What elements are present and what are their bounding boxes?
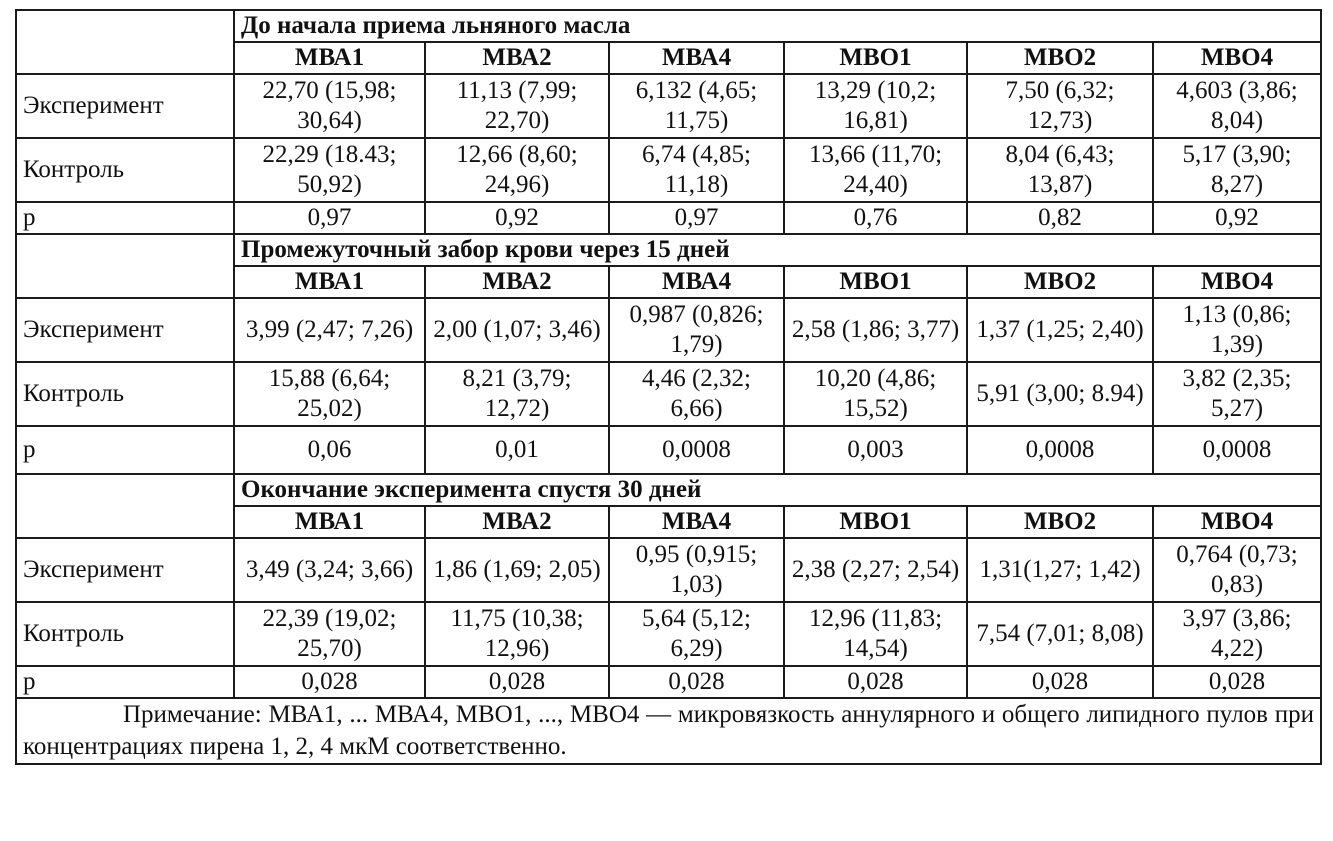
table-cell: 0,028	[967, 666, 1153, 698]
table-cell: 0,06	[234, 426, 425, 474]
column-header: МВО2	[967, 42, 1153, 74]
table-cell: 0,92	[425, 202, 609, 234]
column-header: МВО2	[967, 266, 1153, 298]
table-cell: 22,29 (18.43; 50,92)	[234, 138, 425, 202]
column-header: МВО2	[967, 506, 1153, 538]
column-header: МВО1	[784, 506, 967, 538]
table-cell: 10,20 (4,86; 15,52)	[784, 362, 967, 426]
table-cell: 0,0008	[609, 426, 784, 474]
column-header: МВА1	[234, 42, 425, 74]
row-label: Эксперимент	[16, 298, 234, 362]
table-cell: 22,39 (19,02; 25,70)	[234, 602, 425, 666]
note-row	[16, 698, 1321, 764]
table-cell: 1,13 (0,86; 1,39)	[1153, 298, 1321, 362]
row-label: Контроль	[16, 362, 234, 426]
section-title-row	[16, 234, 1321, 266]
table-cell: 2,38 (2,27; 2,54)	[784, 538, 967, 602]
table-cell: 6,74 (4,85; 11,18)	[609, 138, 784, 202]
table-cell: 1,31(1,27; 1,42)	[967, 538, 1153, 602]
table-cell: 0,0008	[967, 426, 1153, 474]
section-corner-cell	[16, 10, 234, 74]
table-cell: 0,01	[425, 426, 609, 474]
table-cell: 8,21 (3,79; 12,72)	[425, 362, 609, 426]
table-cell: 0,028	[609, 666, 784, 698]
row-label: Эксперимент	[16, 74, 234, 138]
row-label: Контроль	[16, 138, 234, 202]
section-title: Окончание эксперимента спустя 30 дней	[234, 474, 1321, 506]
table-cell: 0,97	[609, 202, 784, 234]
data-table	[15, 9, 1322, 765]
table-row	[16, 202, 1321, 234]
table-row	[16, 538, 1321, 602]
table-note: Примечание: МВА1, ... МВА4, МВО1, ..., МВО4 — микровязкость аннулярного и общего липидного пулов при концентрациях пирена 1, 2, 4 мкМ соответственно.	[16, 698, 1321, 764]
table-cell: 1,86 (1,69; 2,05)	[425, 538, 609, 602]
table-cell: 0,97	[234, 202, 425, 234]
table-row	[16, 74, 1321, 138]
table-cell: 2,58 (1,86; 3,77)	[784, 298, 967, 362]
table-cell: 5,91 (3,00; 8.94)	[967, 362, 1153, 426]
table-cell: 0,028	[784, 666, 967, 698]
section-corner-cell	[16, 234, 234, 298]
column-header: МВО4	[1153, 266, 1321, 298]
table-row	[16, 362, 1321, 426]
table-row	[16, 138, 1321, 202]
column-header: МВО4	[1153, 506, 1321, 538]
table-cell: 7,50 (6,32; 12,73)	[967, 74, 1153, 138]
table-cell: 3,82 (2,35; 5,27)	[1153, 362, 1321, 426]
table-cell: 0,028	[234, 666, 425, 698]
column-header: МВА4	[609, 506, 784, 538]
table-cell: 4,46 (2,32; 6,66)	[609, 362, 784, 426]
table-cell: 13,29 (10,2; 16,81)	[784, 74, 967, 138]
table-cell: 0,003	[784, 426, 967, 474]
table-cell: 0,92	[1153, 202, 1321, 234]
table-cell: 3,49 (3,24; 3,66)	[234, 538, 425, 602]
column-header: МВА1	[234, 506, 425, 538]
table-cell: 11,13 (7,99; 22,70)	[425, 74, 609, 138]
column-header: МВА2	[425, 42, 609, 74]
column-header: МВА4	[609, 266, 784, 298]
table-cell: 12,66 (8,60; 24,96)	[425, 138, 609, 202]
table-cell: 12,96 (11,83; 14,54)	[784, 602, 967, 666]
table-cell: 7,54 (7,01; 8,08)	[967, 602, 1153, 666]
section-title-row	[16, 474, 1321, 506]
table-cell: 11,75 (10,38; 12,96)	[425, 602, 609, 666]
section-title: Промежуточный забор крови через 15 дней	[234, 234, 1321, 266]
table-cell: 2,00 (1,07; 3,46)	[425, 298, 609, 362]
table-cell: 15,88 (6,64; 25,02)	[234, 362, 425, 426]
row-label: р	[16, 666, 234, 698]
table-cell: 3,97 (3,86; 4,22)	[1153, 602, 1321, 666]
table-row	[16, 666, 1321, 698]
column-header: МВО1	[784, 266, 967, 298]
table-cell: 0,76	[784, 202, 967, 234]
table-cell: 8,04 (6,43; 13,87)	[967, 138, 1153, 202]
table-cell: 22,70 (15,98; 30,64)	[234, 74, 425, 138]
column-header: МВА1	[234, 266, 425, 298]
table-cell: 4,603 (3,86; 8,04)	[1153, 74, 1321, 138]
row-label: Контроль	[16, 602, 234, 666]
table-row	[16, 602, 1321, 666]
table-cell: 5,17 (3,90; 8,27)	[1153, 138, 1321, 202]
row-label: Эксперимент	[16, 538, 234, 602]
table-row	[16, 298, 1321, 362]
column-header: МВО1	[784, 42, 967, 74]
section-title-row	[16, 10, 1321, 42]
table-cell: 13,66 (11,70; 24,40)	[784, 138, 967, 202]
row-label: р	[16, 426, 234, 474]
table-cell: 0,82	[967, 202, 1153, 234]
table-cell: 0,0008	[1153, 426, 1321, 474]
table-cell: 0,028	[425, 666, 609, 698]
table-cell: 1,37 (1,25; 2,40)	[967, 298, 1153, 362]
table-cell: 0,028	[1153, 666, 1321, 698]
section-title: До начала приема льняного масла	[234, 10, 1321, 42]
table-cell: 0,987 (0,826; 1,79)	[609, 298, 784, 362]
column-header: МВА4	[609, 42, 784, 74]
table-cell: 5,64 (5,12; 6,29)	[609, 602, 784, 666]
table-cell: 3,99 (2,47; 7,26)	[234, 298, 425, 362]
table-cell: 0,95 (0,915; 1,03)	[609, 538, 784, 602]
column-header: МВА2	[425, 266, 609, 298]
row-label: р	[16, 202, 234, 234]
column-header: МВА2	[425, 506, 609, 538]
table-row	[16, 426, 1321, 474]
column-header: МВО4	[1153, 42, 1321, 74]
section-corner-cell	[16, 474, 234, 538]
table-cell: 0,764 (0,73; 0,83)	[1153, 538, 1321, 602]
table-cell: 6,132 (4,65; 11,75)	[609, 74, 784, 138]
